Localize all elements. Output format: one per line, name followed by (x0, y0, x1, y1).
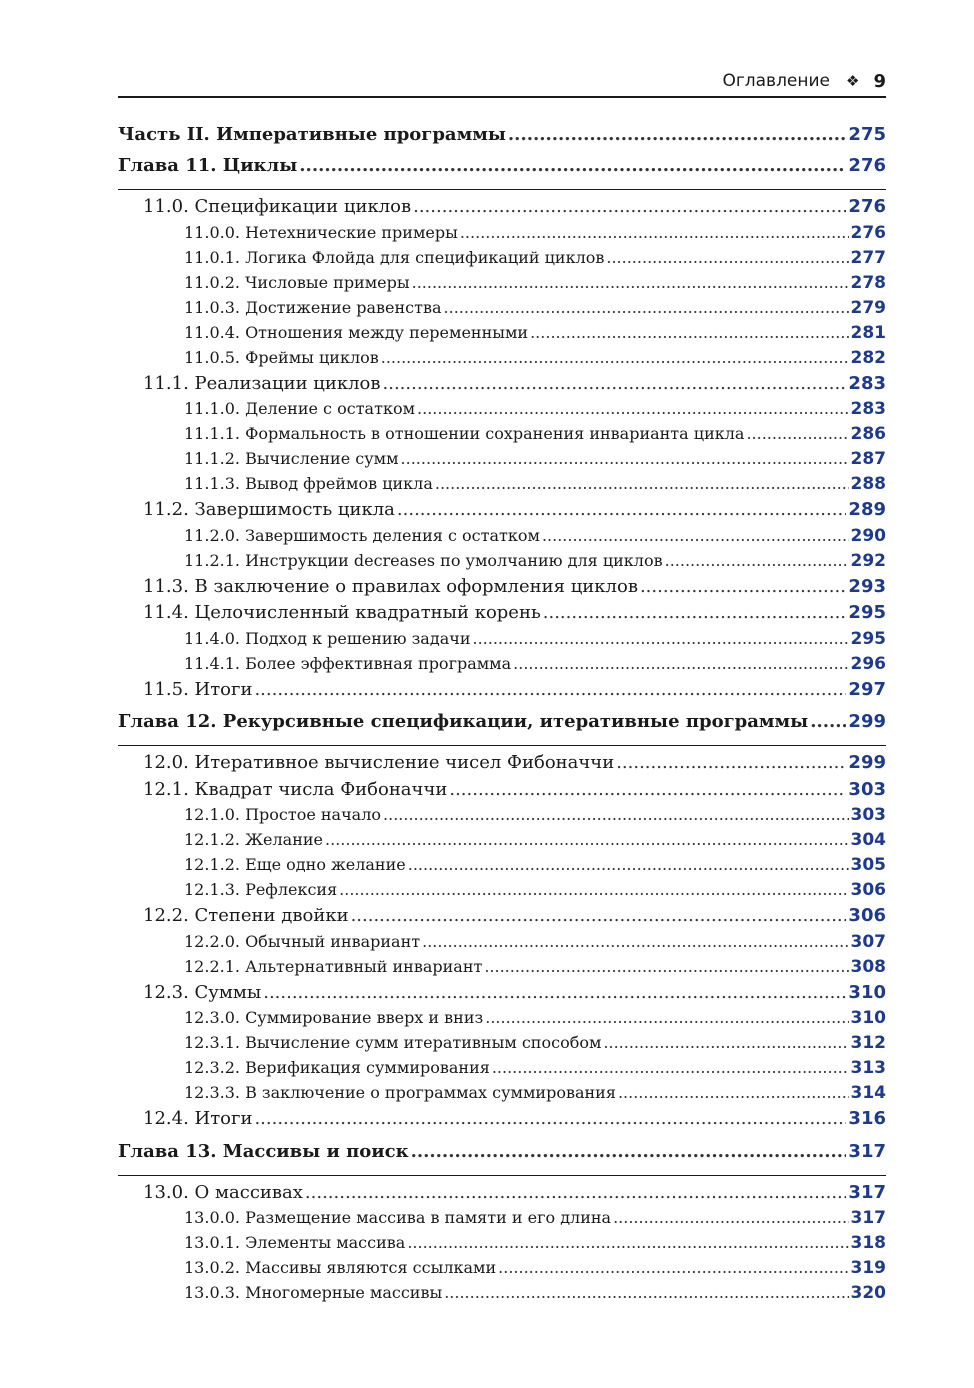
toc-section-entry[interactable] (118, 905, 886, 932)
toc-entry-title: 13.0.0. Размещение массива в памяти и его длина (184, 1208, 612, 1227)
toc-entry-page: 320 (850, 1283, 886, 1303)
toc-entry-title: 11.1. Реализации циклов (143, 372, 381, 394)
toc-entry-title: 11.2.0. Завершимость деления с остатком (184, 525, 540, 545)
toc-subsection-entry[interactable] (118, 1033, 886, 1058)
toc-section-entry[interactable] (118, 679, 886, 706)
toc-entry-title: 12.1.2. Еще одно желание (184, 855, 406, 874)
toc-section-entry[interactable] (118, 602, 886, 629)
toc-entry-title: 13.0.1. Элементы массива (184, 1233, 406, 1252)
toc-section-entry[interactable] (118, 779, 886, 806)
dot-leader (492, 1058, 849, 1077)
dot-leader (543, 602, 847, 623)
toc-entry-title: 12.2.0. Обычный инвариант (184, 931, 421, 951)
toc-subsection-entry[interactable] (118, 223, 886, 248)
dot-leader (810, 711, 846, 732)
dot-leader (613, 1208, 848, 1227)
dot-leader (299, 155, 846, 176)
toc-entry-page: 319 (850, 1258, 886, 1278)
toc-entry-page: 297 (848, 678, 886, 700)
toc-entry-page: 277 (850, 247, 886, 268)
toc-entry-page: 303 (848, 778, 886, 800)
toc-subsection-entry[interactable] (118, 654, 886, 679)
toc-entry-page: 283 (848, 372, 886, 394)
ornament-icon: ❖ (846, 72, 860, 90)
dot-leader (401, 449, 849, 468)
running-header (118, 66, 886, 98)
toc-entry-page: 278 (850, 272, 886, 293)
dot-leader (484, 957, 848, 976)
toc-entry-page: 317 (848, 1140, 886, 1162)
toc-entry-page: 296 (850, 653, 886, 674)
dot-leader (383, 373, 847, 394)
toc-entry-page: 276 (848, 155, 886, 176)
toc-section-entry[interactable] (118, 982, 886, 1009)
toc-entry-page: 318 (850, 1233, 886, 1253)
dot-leader (397, 499, 847, 520)
toc-entry-title: 11.0.1. Логика Флойда для спецификаций циклов (184, 247, 605, 267)
dot-leader (407, 1233, 848, 1252)
toc-entry-title: 11.4.1. Более эффективная программа (184, 653, 512, 673)
dot-leader (254, 1108, 846, 1129)
toc-subsection-entry[interactable] (118, 1208, 886, 1233)
toc-subsection-entry[interactable] (118, 1008, 886, 1033)
toc-subsection-entry[interactable] (118, 323, 886, 348)
toc-entry-title: 11.3. В заключение о правилах оформления циклов (143, 575, 638, 597)
dot-leader (325, 830, 848, 849)
dot-leader (513, 654, 848, 673)
dot-leader (508, 124, 847, 145)
dot-leader (408, 855, 849, 874)
dot-leader (746, 424, 848, 443)
chapter-divider (118, 745, 886, 746)
toc-entry-title: 13.0.3. Многомерные массивы (184, 1283, 443, 1302)
toc-entry-page: 289 (848, 499, 886, 520)
toc-section-entry[interactable] (118, 196, 886, 223)
dot-leader (449, 779, 846, 800)
toc-entry-page: 299 (848, 752, 886, 773)
dot-leader (498, 1258, 848, 1277)
table-of-contents (118, 124, 886, 1308)
header-title: Оглавление (722, 71, 831, 91)
toc-subsection-entry[interactable] (118, 855, 886, 880)
toc-entry-title: 12.3. Суммы (143, 981, 262, 1003)
toc-entry-page: 312 (850, 1033, 886, 1053)
dot-leader (412, 273, 849, 292)
dot-leader (618, 1083, 849, 1102)
dot-leader (530, 323, 848, 342)
toc-subsection-entry[interactable] (118, 424, 886, 449)
dot-leader (542, 526, 849, 545)
toc-entry-title: 11.0.2. Числовые примеры (184, 272, 410, 292)
toc-entry-page: 287 (850, 449, 886, 469)
dot-leader (339, 880, 848, 899)
toc-entry-page: 279 (850, 297, 886, 318)
toc-entry-title: 11.1.2. Вычисление сумм (184, 449, 399, 468)
toc-entry-page: 292 (850, 550, 886, 571)
toc-subsection-entry[interactable] (118, 298, 886, 323)
toc-entry-title: 12.1.2. Желание (184, 830, 324, 849)
toc-entry-page: 316 (848, 1108, 886, 1129)
header-page-number: 9 (873, 70, 886, 92)
toc-entry-title: 11.1.3. Вывод фреймов цикла (184, 474, 433, 493)
toc-entry-title: 11.0.0. Нетехнические примеры (184, 222, 458, 242)
toc-subsection-entry[interactable] (118, 957, 886, 982)
toc-subsection-entry[interactable] (118, 399, 886, 424)
toc-entry-title: Часть II. Императивные программы (118, 124, 506, 145)
toc-entry-page: 310 (850, 1008, 886, 1028)
toc-entry-title: 12.1.0. Простое начало (184, 805, 382, 824)
toc-entry-page: 317 (848, 1181, 886, 1203)
toc-subsection-entry[interactable] (118, 1283, 886, 1308)
toc-subsection-entry[interactable] (118, 629, 886, 654)
toc-entry-title: 13.0.2. Массивы являются ссылками (184, 1258, 497, 1277)
toc-chapter-entry[interactable] (118, 1141, 886, 1171)
toc-entry-title: 11.2. Завершимость цикла (143, 499, 395, 520)
toc-subsection-entry[interactable] (118, 551, 886, 576)
toc-entry-page: 288 (850, 474, 886, 494)
toc-entry-title: Глава 13. Массивы и поиск (118, 1140, 409, 1162)
toc-subsection-entry[interactable] (118, 273, 886, 298)
dot-leader (444, 298, 849, 317)
chapter-divider (118, 1175, 886, 1176)
toc-entry-page: 293 (848, 575, 886, 597)
dot-leader (305, 1182, 847, 1203)
toc-entry-page: 317 (850, 1208, 886, 1228)
toc-subsection-entry[interactable] (118, 1058, 886, 1083)
toc-entry-title: 11.1.0. Деление с остатком (184, 399, 416, 418)
toc-subsection-entry[interactable] (118, 449, 886, 474)
toc-entry-page: 306 (848, 905, 886, 926)
toc-chapter-entry[interactable] (118, 711, 886, 741)
toc-entry-page: 310 (848, 981, 886, 1003)
toc-entry-page: 295 (848, 602, 886, 623)
dot-leader (254, 679, 846, 700)
dot-leader (616, 752, 846, 773)
toc-subsection-entry[interactable] (118, 1258, 886, 1283)
dot-leader (422, 932, 848, 951)
toc-entry-title: 11.2.1. Инструкции decreases по умолчанию для циклов (184, 550, 663, 570)
toc-entry-title: 11.4.0. Подход к решению задачи (184, 628, 471, 648)
dot-leader (381, 348, 849, 367)
dot-leader (665, 551, 849, 570)
toc-entry-title: Глава 11. Циклы (118, 155, 298, 176)
toc-entry-title: 13.0. О массивах (143, 1181, 303, 1203)
dot-leader (411, 1141, 847, 1162)
toc-entry-page: 308 (850, 956, 886, 977)
toc-entry-page: 290 (850, 525, 886, 546)
dot-leader (606, 248, 848, 267)
toc-entry-title: 12.3.2. Верификация суммирования (184, 1058, 490, 1077)
toc-entry-title: 12.2.1. Альтернативный инвариант (184, 956, 483, 976)
dot-leader (485, 1008, 848, 1027)
toc-entry-title: 11.0.5. Фреймы циклов (184, 347, 379, 367)
toc-entry-page: 303 (850, 805, 886, 825)
toc-entry-title: 11.0.4. Отношения между переменными (184, 322, 529, 342)
toc-entry-page: 299 (848, 711, 886, 732)
dot-leader (351, 905, 847, 926)
toc-entry-title: 12.3.1. Вычисление сумм итеративным способом (184, 1033, 602, 1052)
toc-entry-title: 11.4. Целочисленный квадратный корень (143, 602, 541, 623)
toc-section-entry[interactable] (118, 1108, 886, 1135)
toc-entry-page: 276 (850, 222, 886, 243)
toc-section-entry[interactable] (118, 576, 886, 603)
toc-subsection-entry[interactable] (118, 805, 886, 830)
dot-leader (603, 1033, 848, 1052)
dot-leader (435, 474, 849, 493)
toc-entry-page: 307 (850, 931, 886, 952)
toc-subsection-entry[interactable] (118, 526, 886, 551)
toc-entry-page: 306 (850, 880, 886, 900)
toc-subsection-entry[interactable] (118, 348, 886, 373)
dot-leader (417, 399, 848, 418)
dot-leader (444, 1283, 848, 1302)
toc-entry-title: 12.1.3. Рефлексия (184, 880, 338, 899)
toc-entry-page: 305 (850, 855, 886, 875)
dot-leader (383, 805, 848, 824)
toc-entry-page: 282 (850, 347, 886, 368)
dot-leader (263, 982, 846, 1003)
toc-entry-page: 295 (850, 628, 886, 649)
dot-leader (472, 629, 848, 648)
toc-section-entry[interactable] (118, 752, 886, 779)
toc-subsection-entry[interactable] (118, 474, 886, 499)
toc-entry-page: 275 (848, 124, 886, 145)
toc-entry-title: 12.3.0. Суммирование вверх и вниз (184, 1008, 484, 1027)
toc-subsection-entry[interactable] (118, 830, 886, 855)
toc-entry-page: 283 (850, 399, 886, 419)
dot-leader (640, 576, 846, 597)
toc-entry-title: Глава 12. Рекурсивные спецификации, итеративные программы (118, 711, 809, 732)
toc-entry-title: 11.0.3. Достижение равенства (184, 297, 442, 317)
toc-entry-title: 12.4. Итоги (143, 1108, 253, 1129)
toc-entry-page: 276 (848, 196, 886, 217)
toc-subsection-entry[interactable] (118, 880, 886, 905)
toc-entry-page: 313 (850, 1058, 886, 1078)
toc-subsection-entry[interactable] (118, 1233, 886, 1258)
toc-part-entry[interactable] (118, 124, 886, 155)
toc-entry-title: 12.3.3. В заключение о программах суммирования (184, 1083, 616, 1102)
chapter-divider (118, 189, 886, 190)
toc-entry-title: 12.1. Квадрат числа Фибоначчи (143, 778, 448, 800)
toc-section-entry[interactable] (118, 499, 886, 526)
toc-entry-title: 11.5. Итоги (143, 678, 253, 700)
toc-section-entry[interactable] (118, 373, 886, 400)
toc-subsection-entry[interactable] (118, 248, 886, 273)
toc-entry-title: 11.0. Спецификации циклов (143, 196, 412, 217)
toc-entry-title: 12.2. Степени двойки (143, 905, 349, 926)
toc-section-entry[interactable] (118, 1182, 886, 1209)
toc-entry-page: 304 (850, 830, 886, 850)
toc-entry-page: 314 (850, 1083, 886, 1103)
toc-entry-title: 11.1.1. Формальность в отношении сохранения инварианта цикла (184, 424, 745, 443)
toc-entry-title: 12.0. Итеративное вычисление чисел Фибоначчи (143, 752, 615, 773)
toc-subsection-entry[interactable] (118, 932, 886, 957)
dot-leader (413, 196, 846, 217)
toc-entry-page: 286 (850, 424, 886, 444)
toc-chapter-entry[interactable] (118, 155, 886, 185)
toc-entry-page: 281 (850, 322, 886, 343)
dot-leader (460, 223, 849, 242)
toc-subsection-entry[interactable] (118, 1083, 886, 1108)
